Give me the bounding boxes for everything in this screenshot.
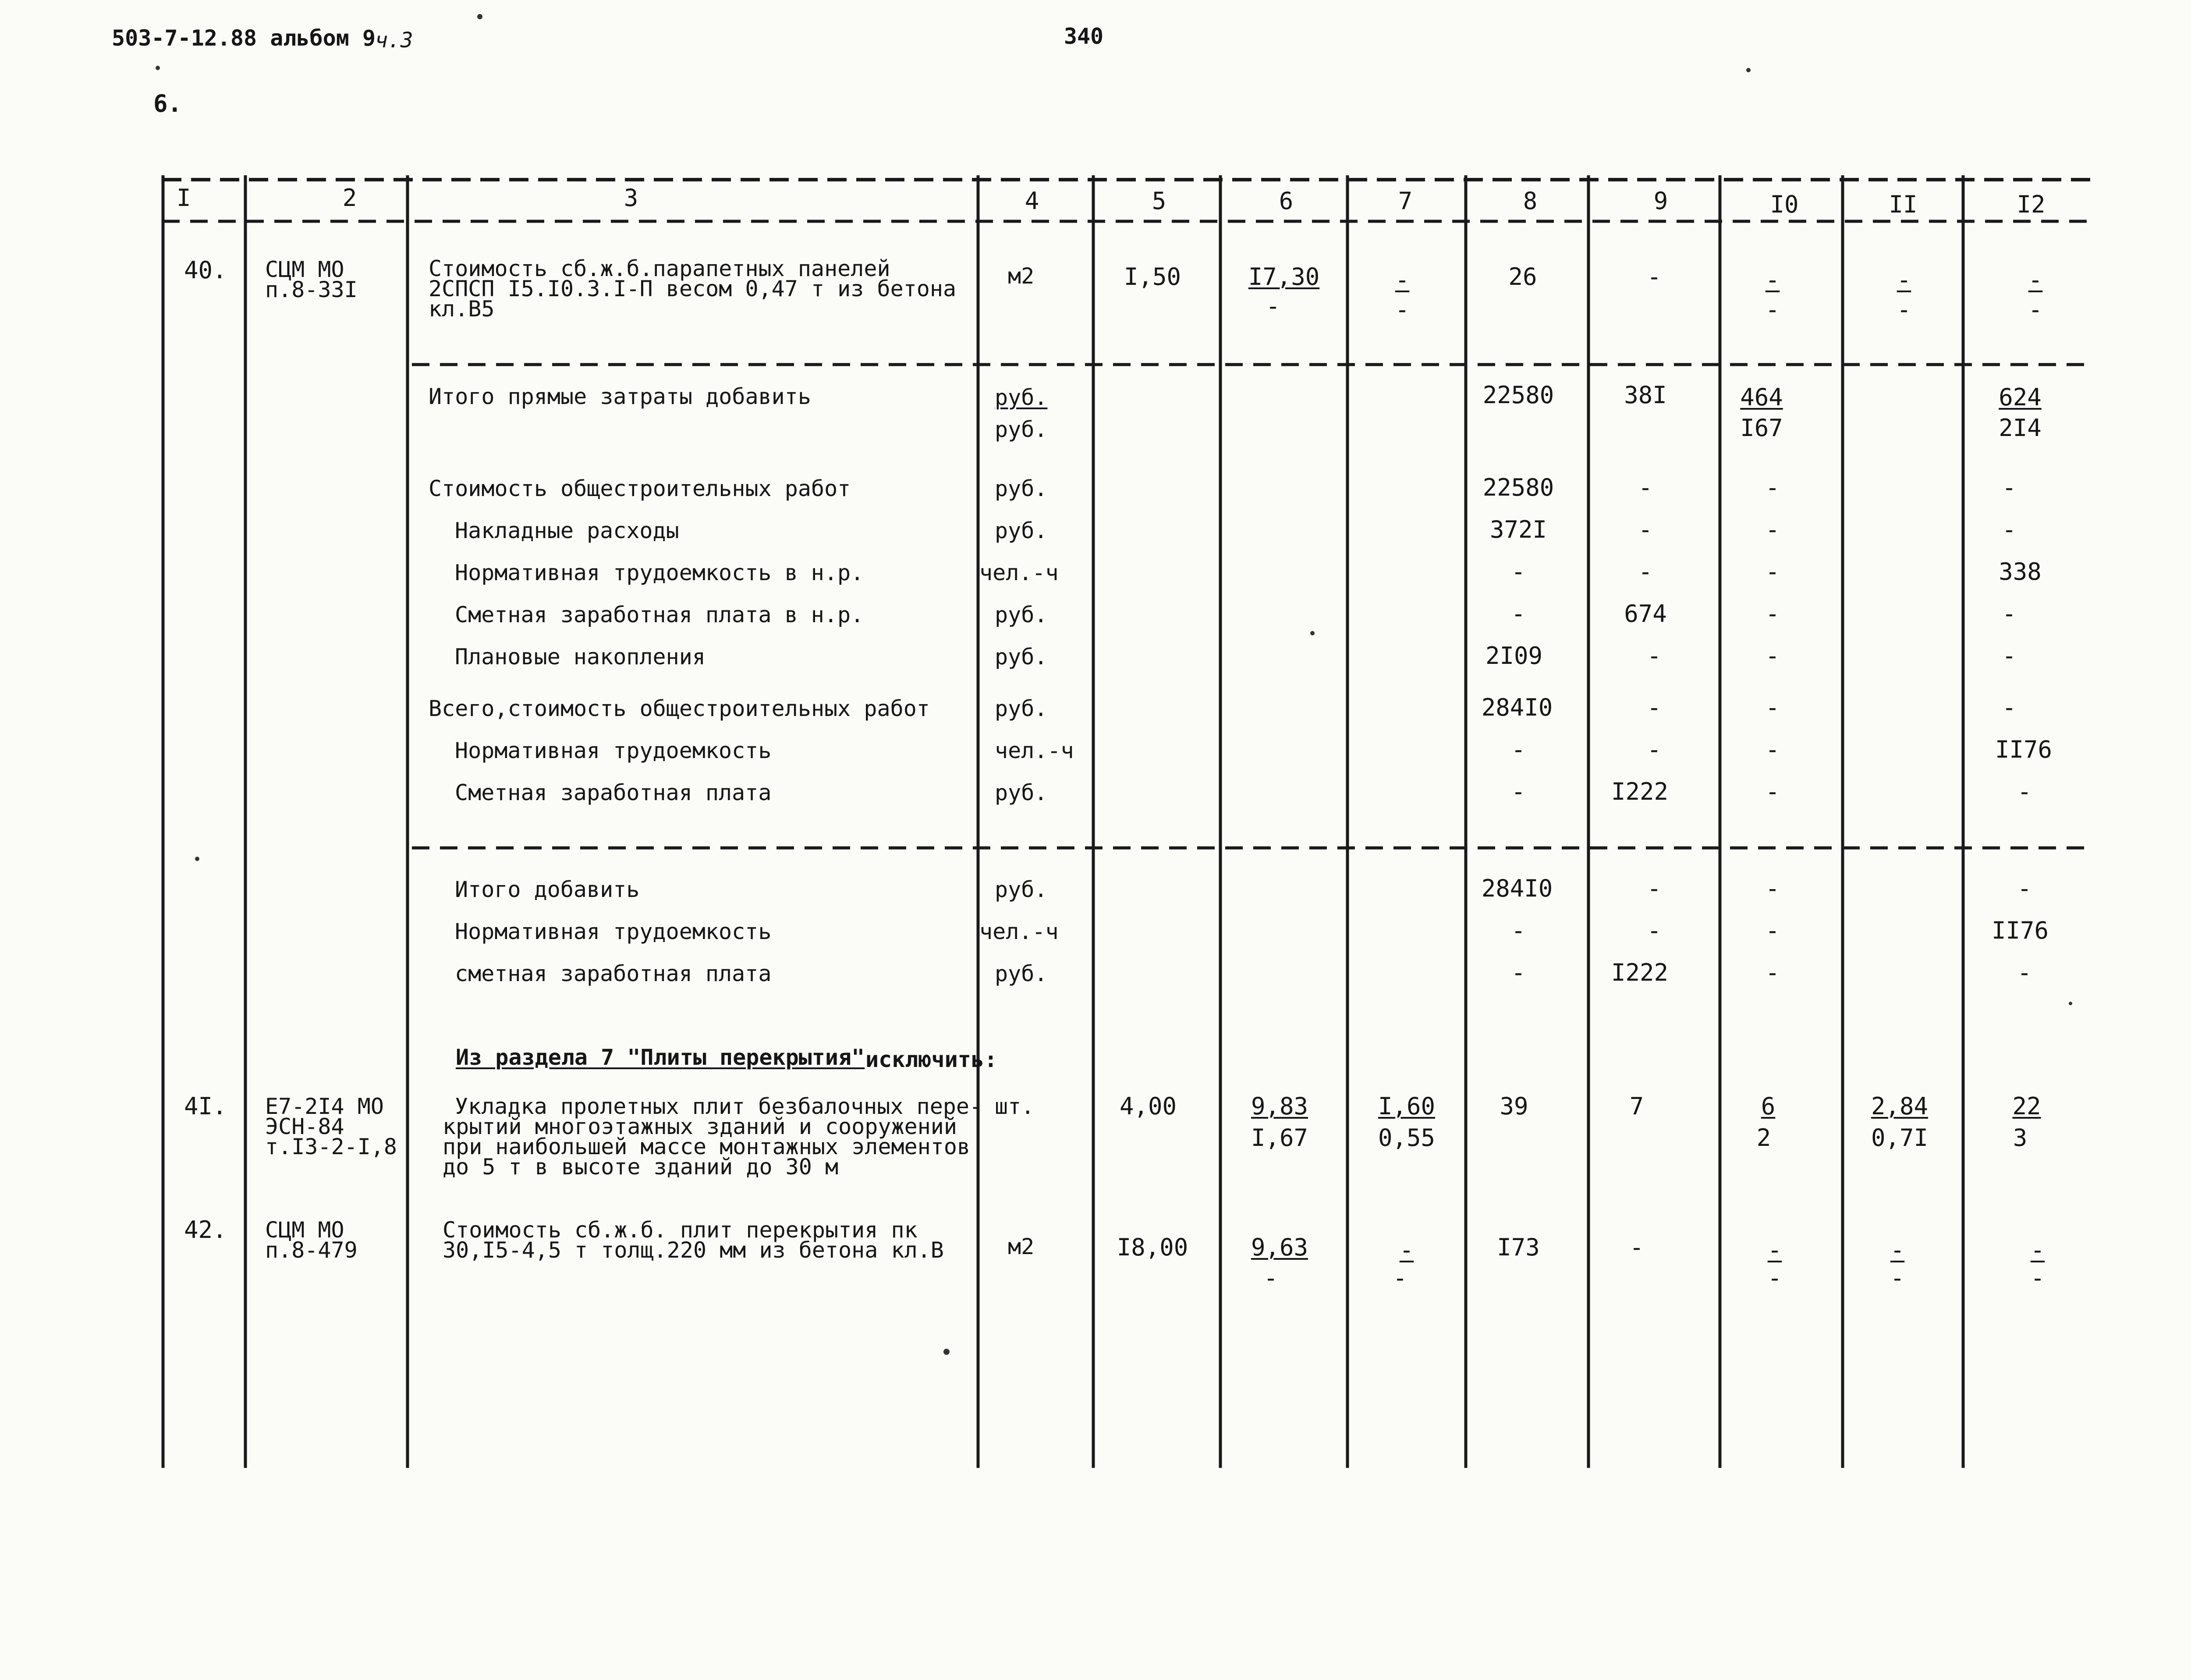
- summary-unit: руб.: [995, 644, 1048, 670]
- page-number: 340: [1064, 24, 1104, 49]
- item-description: 30,I5-4,5 т толщ.220 мм из бетона кл.В: [443, 1237, 944, 1263]
- cell-8: 26: [1508, 263, 1537, 291]
- summary-cell-8: -: [1511, 736, 1526, 763]
- summary-cell-8: 284I0: [1481, 875, 1553, 902]
- cell-12-secondary: -: [2030, 1264, 2045, 1292]
- summary-cell-10: -: [1765, 959, 1780, 986]
- column-header-5: 5: [1152, 187, 1166, 215]
- summary-cell-12: -: [2002, 516, 2017, 543]
- summary-cell-9: I222: [1611, 778, 1669, 805]
- summary-cell-12: -: [2002, 642, 2017, 670]
- cell-9: 7: [1629, 1092, 1644, 1120]
- summary-unit: руб.: [995, 476, 1048, 501]
- totals-direct-cell-12: 624: [1999, 383, 2042, 411]
- cell-12-secondary: 3: [2013, 1124, 2028, 1152]
- summary-label: Нормативная трудоемкость: [455, 919, 772, 944]
- summary-cell-10: -: [1765, 917, 1780, 944]
- cell-9: -: [1647, 263, 1662, 291]
- section-note-suffix: исключить:: [865, 1047, 998, 1072]
- summary-cell-9: -: [1647, 875, 1662, 902]
- cell-12: -: [2030, 1236, 2045, 1264]
- summary-cell-12: -: [2002, 474, 2017, 501]
- column-header-1: I: [177, 184, 191, 212]
- item-reference: Е7-2I4 МО: [265, 1094, 384, 1119]
- cell-7-secondary: -: [1393, 1264, 1407, 1292]
- summary-unit: руб.: [995, 518, 1048, 543]
- summary-cell-12: -: [2017, 778, 2032, 805]
- item-unit: шт.: [995, 1094, 1035, 1119]
- column-header-4: 4: [1025, 187, 1039, 215]
- summary-cell-10: -: [1765, 474, 1780, 501]
- cell-10: -: [1765, 266, 1780, 294]
- cell-12: -: [2028, 266, 2043, 294]
- summary-cell-10: -: [1765, 558, 1780, 585]
- summary-unit: руб.: [995, 961, 1048, 986]
- cell-12-secondary: -: [2028, 296, 2043, 323]
- summary-unit: руб.: [995, 877, 1048, 902]
- cell-10-secondary: 2: [1756, 1124, 1771, 1152]
- summary-cell-12: 338: [1999, 558, 2042, 585]
- column-header-8: 8: [1523, 187, 1538, 215]
- document-part: ч.3: [375, 28, 413, 53]
- item-unit: м2: [1008, 263, 1035, 289]
- summary-cell-8: -: [1511, 778, 1526, 805]
- item-description: Стоимость сб.ж.б.парапетных панелей: [429, 256, 890, 281]
- cell-7: -: [1395, 266, 1410, 294]
- summary-unit: руб.: [995, 602, 1048, 627]
- item-reference: т.I3-2-I,8: [265, 1134, 397, 1159]
- cell-8: 39: [1500, 1092, 1528, 1120]
- cell-10: 6: [1761, 1092, 1776, 1120]
- item-reference: п.8-479: [265, 1237, 358, 1263]
- section-number: 6.: [153, 90, 182, 117]
- column-header-9: 9: [1653, 187, 1668, 215]
- summary-unit: чел.-ч: [979, 560, 1059, 585]
- summary-cell-8: -: [1511, 917, 1526, 944]
- item-description: Стоимость сб.ж.б. плит перекрытия пк: [443, 1217, 918, 1243]
- cell-7-secondary: -: [1395, 296, 1410, 323]
- summary-label: Сметная заработная плата: [455, 780, 772, 805]
- item-number: 42.: [184, 1216, 227, 1244]
- summary-cell-10: -: [1765, 642, 1780, 670]
- cell-11: -: [1890, 1236, 1905, 1264]
- column-header-7: 7: [1398, 187, 1413, 215]
- cell-12: 22: [2012, 1092, 2041, 1120]
- summary-cell-12: -: [2017, 959, 2032, 986]
- item-number: 40.: [184, 256, 227, 284]
- quantity-cell: I8,00: [1117, 1233, 1188, 1261]
- summary-unit: чел.-ч: [979, 919, 1059, 944]
- cell-10: -: [1767, 1236, 1782, 1264]
- price-cell-secondary: -: [1263, 1264, 1278, 1292]
- column-header-3: 3: [624, 184, 638, 212]
- price-cell: 9,83: [1251, 1092, 1308, 1120]
- item-reference: СЦМ МО: [265, 257, 344, 282]
- column-header-2: 2: [342, 184, 357, 212]
- column-header-6: 6: [1279, 187, 1294, 215]
- document-code: 503-7-12.88 альбом 9: [112, 25, 376, 51]
- item-description: 2СПСП I5.I0.3.I-П весом 0,47 т из бетона: [429, 276, 957, 301]
- summary-cell-12: II76: [1991, 917, 2049, 944]
- summary-cell-10: -: [1765, 516, 1780, 543]
- summary-cell-12: -: [2002, 600, 2017, 627]
- totals-direct-unit: руб.: [995, 385, 1048, 410]
- summary-cell-8: 22580: [1482, 474, 1554, 501]
- cell-7: -: [1399, 1236, 1414, 1264]
- item-number: 4I.: [184, 1092, 227, 1120]
- summary-label: сметная заработная плата: [455, 961, 772, 986]
- summary-cell-12: -: [2002, 694, 2017, 721]
- cell-11-secondary: -: [1890, 1264, 1905, 1292]
- summary-label: Стоимость общестроительных работ: [429, 476, 851, 501]
- summary-cell-10: -: [1765, 736, 1780, 763]
- summary-cell-8: 284I0: [1481, 694, 1553, 721]
- summary-cell-9: -: [1638, 558, 1653, 585]
- item-reference: ЭСН-84: [265, 1114, 344, 1139]
- cell-8: I73: [1497, 1233, 1540, 1261]
- summary-unit: руб.: [995, 696, 1048, 721]
- item-description: до 5 т в высоте зданий до 30 м: [443, 1154, 839, 1180]
- summary-label: Всего,стоимость общестроительных работ: [429, 696, 930, 721]
- summary-cell-8: -: [1511, 959, 1526, 986]
- summary-cell-8: -: [1511, 558, 1526, 585]
- summary-cell-9: -: [1638, 474, 1653, 501]
- summary-cell-12: II76: [1995, 736, 2053, 763]
- summary-cell-10: -: [1765, 600, 1780, 627]
- cell-7-secondary: 0,55: [1378, 1124, 1436, 1152]
- totals-direct-cell-12-secondary: 2I4: [1999, 414, 2042, 442]
- summary-unit: руб.: [995, 780, 1048, 805]
- totals-direct-cell-9: 38I: [1624, 381, 1667, 409]
- price-cell: 9,63: [1251, 1233, 1308, 1261]
- cell-11-secondary: -: [1897, 296, 1911, 323]
- summary-unit: чел.-ч: [995, 738, 1074, 763]
- section-note-prefix: Из раздела 7 "Плиты перекрытия": [456, 1045, 865, 1070]
- column-header-10: I0: [1770, 191, 1799, 218]
- summary-label: Нормативная трудоемкость в н.р.: [455, 560, 864, 585]
- cell-9: -: [1629, 1233, 1644, 1261]
- summary-cell-9: -: [1647, 917, 1662, 944]
- column-header-12: I2: [2017, 191, 2046, 218]
- cell-11-secondary: 0,7I: [1871, 1124, 1929, 1152]
- summary-label: Итого добавить: [455, 877, 640, 902]
- summary-cell-8: -: [1511, 600, 1526, 627]
- totals-direct-cell-8: 22580: [1482, 381, 1554, 409]
- quantity-cell: I,50: [1124, 263, 1181, 291]
- summary-cell-8: 372I: [1489, 516, 1547, 543]
- totals-direct-label: Итого прямые затраты добавить: [429, 384, 811, 409]
- summary-label: Нормативная трудоемкость: [455, 738, 772, 763]
- summary-label: Сметная заработная плата в н.р.: [455, 602, 864, 627]
- summary-cell-9: -: [1647, 694, 1662, 721]
- item-reference: п.8-33I: [265, 277, 358, 302]
- item-unit: м2: [1008, 1234, 1035, 1259]
- totals-direct-cell-10: 464: [1740, 383, 1783, 411]
- summary-cell-9: 674: [1624, 600, 1667, 627]
- price-cell: I7,30: [1248, 263, 1320, 291]
- summary-cell-10: -: [1765, 778, 1780, 805]
- item-reference: СЦМ МО: [265, 1217, 344, 1243]
- price-cell-secondary: -: [1266, 292, 1280, 320]
- summary-cell-10: -: [1765, 875, 1780, 902]
- item-description: при наибольшей массе монтажных элементов: [443, 1134, 971, 1159]
- summary-cell-9: -: [1647, 736, 1662, 763]
- cell-10-secondary: -: [1767, 1264, 1782, 1292]
- totals-direct-cell-10-secondary: I67: [1740, 414, 1783, 442]
- summary-cell-9: -: [1638, 516, 1653, 543]
- column-header-11: II: [1889, 191, 1918, 218]
- cell-11: -: [1897, 266, 1911, 294]
- cell-10-secondary: -: [1765, 296, 1780, 323]
- cell-11: 2,84: [1871, 1092, 1929, 1120]
- summary-label: Плановые накопления: [455, 644, 706, 670]
- quantity-cell: 4,00: [1119, 1092, 1177, 1120]
- summary-cell-8: 2I09: [1485, 642, 1543, 670]
- item-description: крытий многоэтажных зданий и сооружений: [443, 1114, 957, 1139]
- summary-cell-9: I222: [1611, 959, 1669, 986]
- item-description: Укладка пролетных плит безбалочных пере-: [455, 1094, 983, 1119]
- cell-7: I,60: [1378, 1092, 1436, 1120]
- item-description: кл.В5: [429, 296, 495, 322]
- summary-cell-10: -: [1765, 694, 1780, 721]
- totals-direct-unit-secondary: руб.: [995, 417, 1048, 442]
- summary-cell-12: -: [2017, 875, 2032, 902]
- summary-label: Накладные расходы: [455, 518, 679, 543]
- price-cell-secondary: I,67: [1251, 1124, 1308, 1152]
- summary-cell-9: -: [1647, 642, 1662, 670]
